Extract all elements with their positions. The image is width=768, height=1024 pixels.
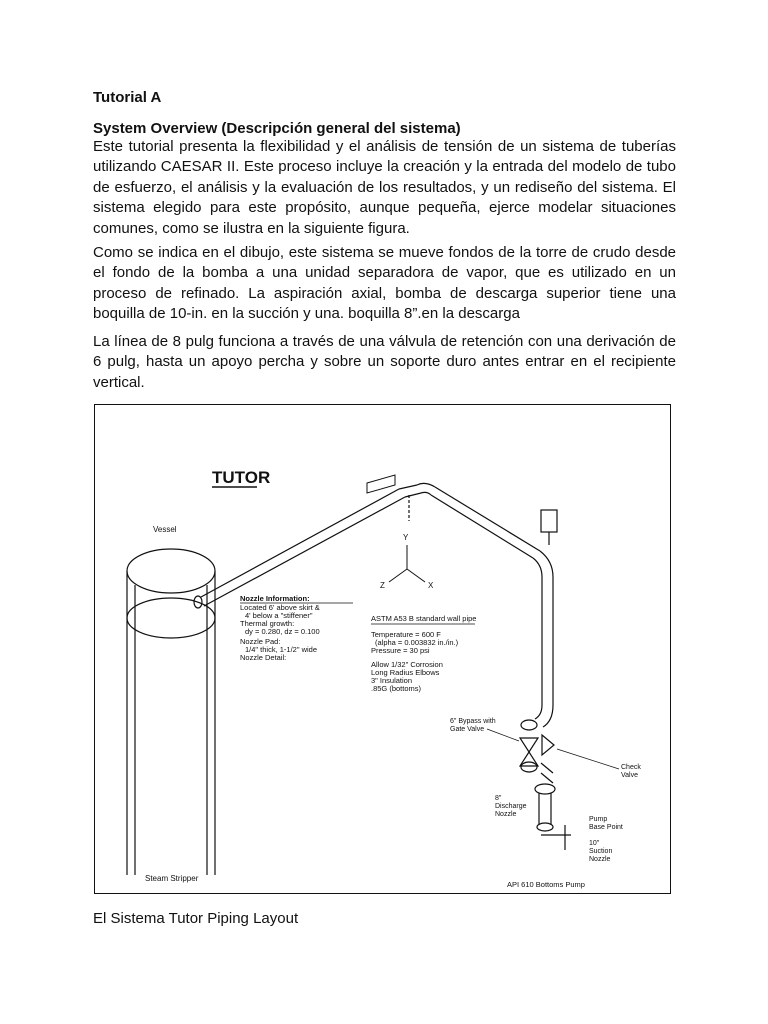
svg-text:Nozzle Pad:: Nozzle Pad: bbox=[240, 637, 281, 646]
vessel-label: Vessel bbox=[153, 525, 177, 534]
svg-text:3" Insulation: 3" Insulation bbox=[371, 676, 413, 685]
drawing-title: TUTOR bbox=[212, 468, 271, 487]
svg-text:Discharge: Discharge bbox=[495, 803, 527, 810]
svg-text:ASTM A53 B standard wall pipe: ASTM A53 B standard wall pipe bbox=[371, 614, 477, 623]
svg-text:Nozzle Detail:: Nozzle Detail: bbox=[240, 653, 287, 662]
section-heading: System Overview (Descripción general del sistema) bbox=[93, 120, 461, 137]
axis-x: X bbox=[428, 581, 434, 590]
svg-text:8": 8" bbox=[495, 795, 502, 802]
paragraph-2: Como se indica en el dibujo, este sistema se mueve fondos de la torre de crudo desde el fondo de la bomba a una unidad separadora de vapor, que es utilizado en un proceso de refinado. La aspiración axial, bomba de descarga superior tiene una boquilla de 10-in. en la succión y una. boquilla 8”.en la descarga bbox=[93, 244, 676, 323]
svg-text:(alpha = 0.003832 in./in.): (alpha = 0.003832 in./in.) bbox=[375, 638, 459, 647]
pipe-spec bbox=[371, 614, 476, 693]
svg-text:Valve: Valve bbox=[621, 772, 638, 779]
svg-text:Check: Check bbox=[621, 764, 641, 771]
svg-text:Located 6' above skirt &: Located 6' above skirt & bbox=[240, 603, 320, 612]
figure-caption: El Sistema Tutor Piping Layout bbox=[93, 910, 299, 927]
svg-text:Allow 1/32" Corrosion: Allow 1/32" Corrosion bbox=[371, 660, 443, 669]
svg-text:Suction: Suction bbox=[589, 848, 613, 855]
svg-text:6" Bypass with: 6" Bypass with bbox=[450, 718, 496, 725]
svg-text:1/4" thick, 1-1/2" wide: 1/4" thick, 1-1/2" wide bbox=[245, 645, 318, 654]
axis-z: Z bbox=[380, 581, 385, 590]
svg-text:10": 10" bbox=[589, 840, 600, 847]
axis-y: Y bbox=[403, 533, 409, 542]
stripper-label: Steam Stripper bbox=[145, 874, 199, 883]
svg-text:Nozzle Information:: Nozzle Information: bbox=[240, 594, 310, 603]
svg-text:Base Point: Base Point bbox=[589, 824, 623, 831]
vessel-shape bbox=[127, 549, 215, 875]
svg-text:Pump: Pump bbox=[589, 816, 608, 823]
svg-text:Thermal growth:: Thermal growth: bbox=[240, 619, 295, 628]
doc-title: Tutorial A bbox=[93, 89, 162, 106]
svg-text:Nozzle: Nozzle bbox=[495, 811, 517, 818]
svg-text:dy = 0.280, dz = 0.100: dy = 0.280, dz = 0.100 bbox=[245, 627, 320, 636]
piping-drawing bbox=[95, 405, 670, 893]
axis-indicator bbox=[389, 545, 425, 582]
nozzle-info bbox=[240, 594, 353, 662]
svg-text:Long Radius Elbows: Long Radius Elbows bbox=[371, 668, 440, 677]
svg-text:Temperature = 600 F: Temperature = 600 F bbox=[371, 630, 441, 639]
paragraph-3: La línea de 8 pulg funciona a través de una válvula de retención con una derivación de 6 pulg, hasta un apoyo percha y sobre un soporte duro antes entrar en el recipiente vertical. bbox=[93, 333, 676, 391]
svg-text:Pressure = 30 psi: Pressure = 30 psi bbox=[371, 646, 430, 655]
svg-text:Nozzle: Nozzle bbox=[589, 856, 611, 863]
component-labels bbox=[450, 718, 641, 863]
pump-label: API 610 Bottoms Pump bbox=[507, 880, 585, 889]
svg-text:Gate Valve: Gate Valve bbox=[450, 726, 485, 733]
paragraph-1: Este tutorial presenta la flexibilidad y el análisis de tensión de un sistema de tuberías utilizando CAESAR II. Este proceso incluye la creación y la entrada del modelo de tubo de esfuerzo, el análisis y la evaluación de los resultados, y un rediseño del sistema. El sistema elegido para este propósito, aunque pequeña, ejerce modelar situaciones comunes, como se ilustra en la siguiente figura. bbox=[93, 138, 676, 237]
piping-layout-figure bbox=[94, 404, 671, 894]
svg-text:4' below a "stiffener": 4' below a "stiffener" bbox=[245, 611, 313, 620]
svg-text:.85G (bottoms): .85G (bottoms) bbox=[371, 684, 422, 693]
